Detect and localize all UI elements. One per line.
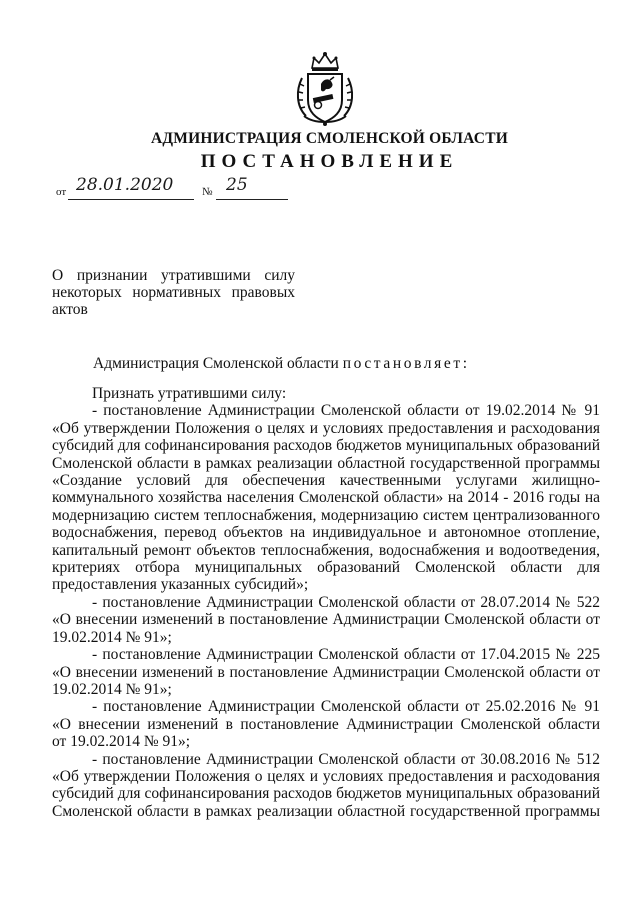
body-line: предоставления указанных субсидий»; [52,576,309,594]
date-number-line [56,175,296,202]
date-from-label: от [56,186,67,198]
document-type-title: ПОСТАНОВЛЕНИЕ [200,151,459,172]
body-line: Смоленской области в рамках реализации областной государственной программы [52,802,600,820]
body-line: 19.02.2014 № 91»; [52,628,172,646]
body-line: «Об утверждении Положения о целях и условиях предоставления и расходования [52,767,600,785]
body-line: «О внесении изменений в постановление Администрации Смоленской области от [52,663,600,681]
subject-line: О признании утратившими силу [52,267,295,284]
coat-of-arms-emblem [294,50,356,128]
body-line: водоснабжения, перевод объектов на индивидуальное и автономное отопление, [52,524,600,542]
handwritten-date: 28.01.2020 [76,175,174,195]
body-line: от 19.02.2014 № 91»; [52,733,191,751]
body-line: модернизацию систем теплоснабжения, модернизацию систем централизованного [52,506,600,524]
body-line: «О внесении изменений в постановление Администрации Смоленской области [52,715,600,733]
body-line: коммунального хозяйства населения Смоленской области» на 2014 - 2016 годы на [52,489,600,507]
document-subject [52,267,295,318]
body-line: субсидий для софинансирования расходов бюджетов муниципальных образований [52,785,600,803]
body-line: - постановление Администрации Смоленской области от 25.02.2016 № 91 [92,698,600,716]
body-line: «Создание условий для обеспечения качественными услугами жилищно- [52,472,600,490]
date-underline [68,199,194,200]
body-line: субсидий для софинансирования расходов бюджетов муниципальных образований [52,437,600,455]
body-line: 19.02.2014 № 91»; [52,680,172,698]
body-line: Смоленской области в рамках реализации областной государственной программы [52,454,600,472]
body-line: Признать утратившими силу: [92,385,287,402]
subject-line: некоторых нормативных правовых [52,284,295,301]
body-line: «Об утверждении Положения о целях и условиях предоставления и расходования [52,419,600,437]
handwritten-number: 25 [226,175,248,195]
body-line: капитальный ремонт объектов теплоснабжения, водоснабжения и водоотведения, [52,541,600,559]
subject-line: актов [52,301,88,318]
resolution-phrase [93,355,470,373]
number-underline [216,199,288,200]
body-line: - постановление Администрации Смоленской области от 19.02.2014 № 91 [92,402,600,420]
organization-name: АДМИНИСТРАЦИЯ СМОЛЕНСКОЙ ОБЛАСТИ [150,130,508,147]
body-line: - постановление Администрации Смоленской области от 28.07.2014 № 522 [92,593,600,611]
number-label: № [202,186,213,198]
body-line: - постановление Администрации Смоленской области от 30.08.2016 № 512 [92,750,600,768]
body-line: - постановление Администрации Смоленской области от 17.04.2015 № 225 [92,646,600,664]
document-body [52,385,600,820]
resolution-verb: постановляет: [342,355,470,372]
body-line: «О внесении изменений в постановление Администрации Смоленской области от [52,611,600,629]
body-line: критериях отбора муниципальных образований Смоленской области для [52,559,600,577]
resolution-lead: Администрация Смоленской области [93,355,339,372]
